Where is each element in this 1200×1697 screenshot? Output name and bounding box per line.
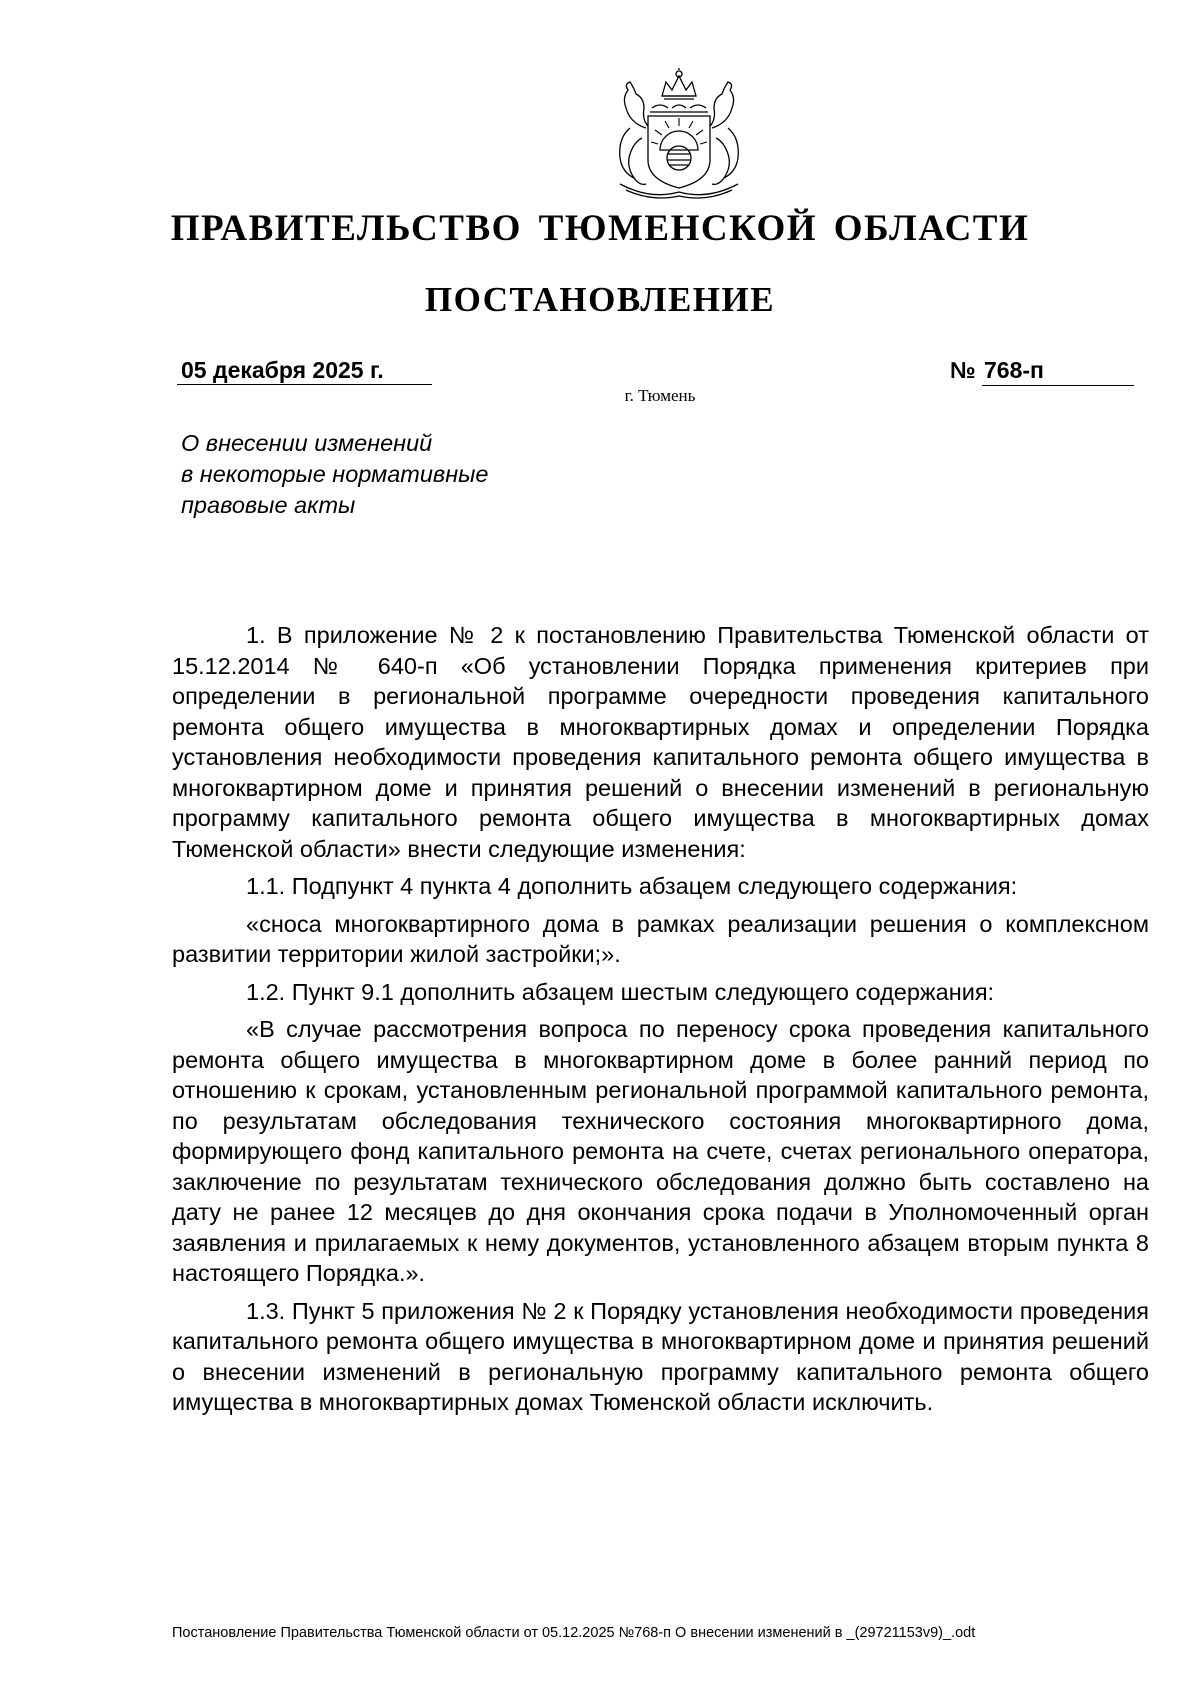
number-sign: № xyxy=(950,357,976,383)
body-paragraph: 1.3. Пункт 5 приложения № 2 к Порядку установления необходимости проведения капитального ремонта общего имущества в многоквартирном доме и принятия решений о внесении изменений в региональную программу капитального ремонта общего имущества в многоквартирных домах Тюменской области исключить. xyxy=(172,1297,1149,1415)
document-city: г. Тюмень xyxy=(624,386,696,405)
body-paragraph: 1.1. Подпункт 4 пункта 4 дополнить абзацем следующего содержания: xyxy=(246,873,1018,899)
document-subject xyxy=(181,428,601,521)
document-footer: Постановление Правительства Тюменской области от 05.12.2025 №768-п О внесении изменений в _(29721153v9)_.odt xyxy=(172,1625,976,1641)
tyumen-oblast-coat-of-arms-icon xyxy=(590,68,768,200)
document-date: 05 декабря 2025 г. xyxy=(177,355,432,385)
government-title: ПРАВИТЕЛЬСТВО ТЮМЕНСКОЙ ОБЛАСТИ xyxy=(170,208,1030,249)
body-paragraph: «В случае рассмотрения вопроса по переносу срока проведения капитального ремонта общего имущества в многоквартирном доме в более ранний период по отношению к срокам, установленным региональной программой капитального ремонта, по результатам обследования технического состояния многоквартирного дома, формирующего фонд капитального ремонта на счете, счетах регионального оператора, заключение по результатам технического обследования должно быть составлено на дату не ранее 12 месяцев до дня окончания срока подачи в Уполномоченный орган заявления и прилагаемых к нему документов, установленного абзацем вторым пункта 8 настоящего Порядка.». xyxy=(172,1016,1149,1286)
document-body xyxy=(172,620,1149,1425)
body-paragraph: 1.2. Пункт 9.1 дополнить абзацем шестым следующего содержания: xyxy=(246,978,995,1005)
document-type-title: ПОСТАНОВЛЕНИЕ xyxy=(424,280,776,319)
body-paragraph: «сноса многоквартирного дома в рамках реализации решения о комплексном развитии территории жилой застройки;». xyxy=(172,910,1149,967)
subject-line: в некоторые нормативные xyxy=(181,461,489,487)
document-number-block xyxy=(950,355,1134,385)
body-paragraph: 1. В приложение № 2 к постановлению Правительства Тюменской области от 15.12.2014 № 640-п «Об установлении Порядка применения критериев при определении в региональной программе очередности проведения капитального ремонта общего имущества в многоквартирных домах и определении Порядка установления необходимости проведения капитального ремонта общего имущества в многоквартирном доме и принятия решений о внесении изменений в региональную программу капитального ремонта общего имущества в многоквартирных домах Тюменской области» внести следующие изменения: xyxy=(172,622,1149,862)
subject-line: О внесении изменений xyxy=(181,430,433,456)
subject-line: правовые акты xyxy=(181,492,356,518)
document-number: 768-п xyxy=(982,355,1134,386)
